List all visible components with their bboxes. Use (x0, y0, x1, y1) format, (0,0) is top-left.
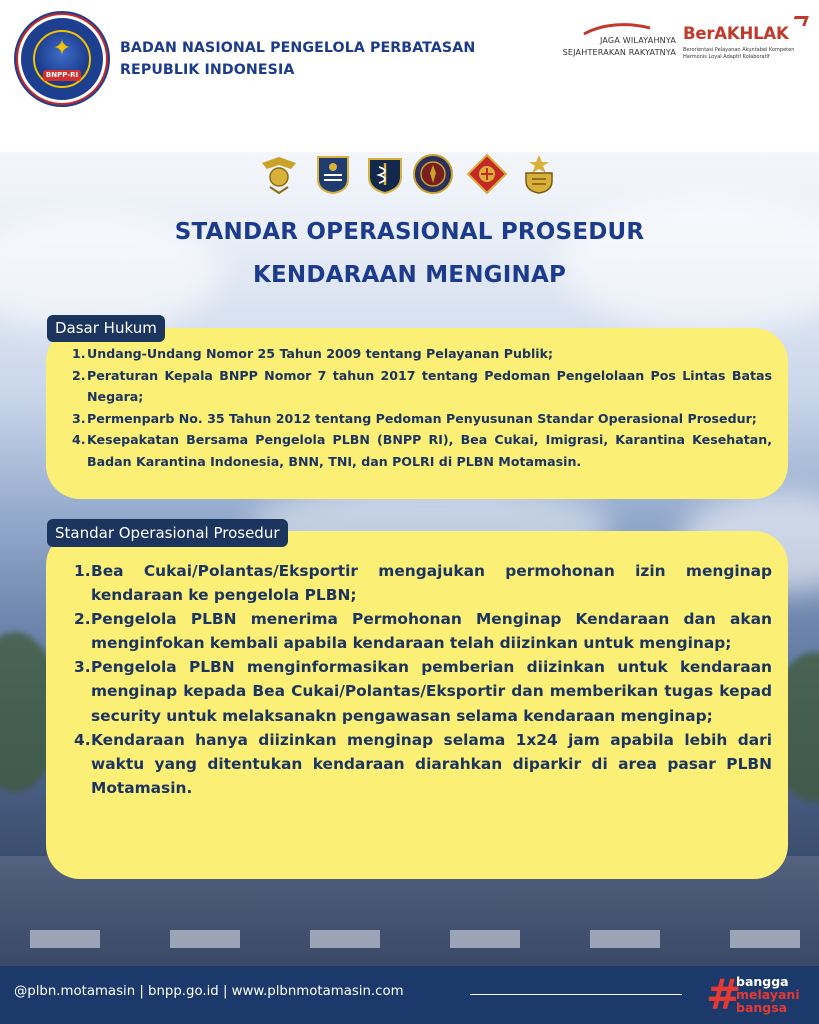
tagline-line1: JAGA WILAYAHNYA (599, 36, 676, 45)
berakhlak-check-icon (791, 16, 809, 26)
berakhlak-wordmark: BerAKHLAK (683, 24, 789, 43)
tagline-line2: SEJAHTERAKAN RAKYATNYA (562, 48, 676, 57)
polri-emblem-icon (518, 153, 560, 195)
agency-emblems (0, 153, 819, 198)
list-item (74, 728, 772, 800)
list-number: 1. (74, 562, 91, 580)
sop-list (74, 559, 772, 800)
hashtag-word-2: melayani (736, 987, 800, 1002)
list-number: 3. (74, 658, 91, 677)
header (0, 0, 819, 152)
list-number: 2. (74, 610, 91, 629)
list-text: Pengelola PLBN menerima Permohonan Menginap Kendaraan dan akan menginfokan kembali apabila kendaraan telah diizinkan untuk menginap; (91, 610, 772, 653)
organization-name-line1: BADAN NASIONAL PENGELOLA PERBATASAN (120, 40, 476, 56)
kerb (450, 930, 520, 948)
list-item (72, 365, 772, 408)
list-text: Peraturan Kepala BNPP Nomor 7 tahun 2017 tentang Pedoman Pengelolaan Pos Lintas Batas Negara; (87, 367, 772, 405)
list-text: Permenparb No. 35 Tahun 2012 tentang Pedoman Penyusunan Standar Operasional Prosedur; (87, 410, 757, 426)
list-item (74, 607, 772, 655)
list-text: Pengelola PLBN menginformasikan pemberian diizinkan untuk kendaraan menginap kepada Bea Cukai/Polantas/Eksportir dan memberikan tugas kepad security untuk melaksanakn pengawasan selama kendaraan menginap; (91, 658, 772, 725)
tni-emblem-icon (466, 153, 508, 195)
hashtag-logo (706, 972, 806, 1018)
list-number: 4. (74, 730, 91, 749)
list-text: Kendaraan hanya diizinkan menginap selama 1x24 jam apabila lebih dari waktu yang ditentukan kendaraan diarahkan diparkir di area pasar PLBN Motamasin. (91, 730, 772, 797)
document-title-line1: STANDAR OPERASIONAL PROSEDUR (174, 219, 645, 245)
hashtag-word-3: bangsa (736, 1000, 788, 1015)
kerb (170, 930, 240, 948)
kerb (30, 930, 100, 948)
list-number: 1. (72, 346, 86, 361)
organization-name (120, 37, 475, 81)
list-item (74, 559, 772, 607)
list-text: Kesepakatan Bersama Pengelola PLBN (BNPP RI), Bea Cukai, Imigrasi, Karantina Kesehatan, Badan Karantina Indonesia, BNN, TNI, dan POLRI di PLBN Motamasin. (87, 432, 772, 469)
footer-divider (470, 994, 682, 995)
customs-emblem-icon (258, 153, 300, 195)
dasar-hukum-list (72, 343, 772, 473)
berakhlak-subtitle-2: Harmonis Loyal Adaptif Kolaboratif (683, 54, 770, 60)
document-title-line2: KENDARAAN MENGINAP (252, 262, 567, 288)
sop-label: Standar Operasional Prosedur (47, 519, 288, 547)
kerb (730, 930, 800, 948)
list-number: 4. (72, 432, 86, 448)
footer (0, 966, 819, 1024)
hashtag-icon: # (706, 970, 742, 1019)
list-number: 3. (72, 410, 86, 426)
list-item (72, 429, 772, 472)
berakhlak-subtitle-1: Berorientasi Pelayanan Akuntabel Kompeten (683, 47, 795, 53)
garuda-icon: ✦ (52, 36, 72, 61)
bnn-emblem-icon (412, 153, 454, 195)
list-item (74, 655, 772, 727)
kerb (590, 930, 660, 948)
list-number: 2. (72, 367, 86, 383)
tagline-logo (556, 22, 676, 70)
list-item (72, 408, 772, 430)
list-item (72, 343, 772, 365)
immigration-emblem-icon (312, 153, 354, 195)
footer-contact-links: @plbn.motamasin | bnpp.go.id | www.plbnmotamasin.com (14, 984, 404, 999)
dasar-hukum-label: Dasar Hukum (47, 315, 165, 342)
list-text: Bea Cukai/Polantas/Eksportir mengajukan permohonan izin menginap kendaraan ke pengelola PLBN; (91, 562, 772, 605)
berakhlak-logo (683, 14, 808, 64)
organization-name-line2: REPUBLIK INDONESIA (120, 62, 295, 78)
health-quarantine-emblem-icon (364, 153, 406, 195)
bnpp-logo (18, 15, 106, 103)
bnpp-logo-ribbon: BNPP-RI (43, 70, 81, 81)
swoosh-icon (582, 22, 652, 36)
list-text: Undang-Undang Nomor 25 Tahun 2009 tentang Pelayanan Publik; (87, 346, 554, 361)
hashtag-word-1: bangga (736, 974, 789, 989)
kerb (310, 930, 380, 948)
